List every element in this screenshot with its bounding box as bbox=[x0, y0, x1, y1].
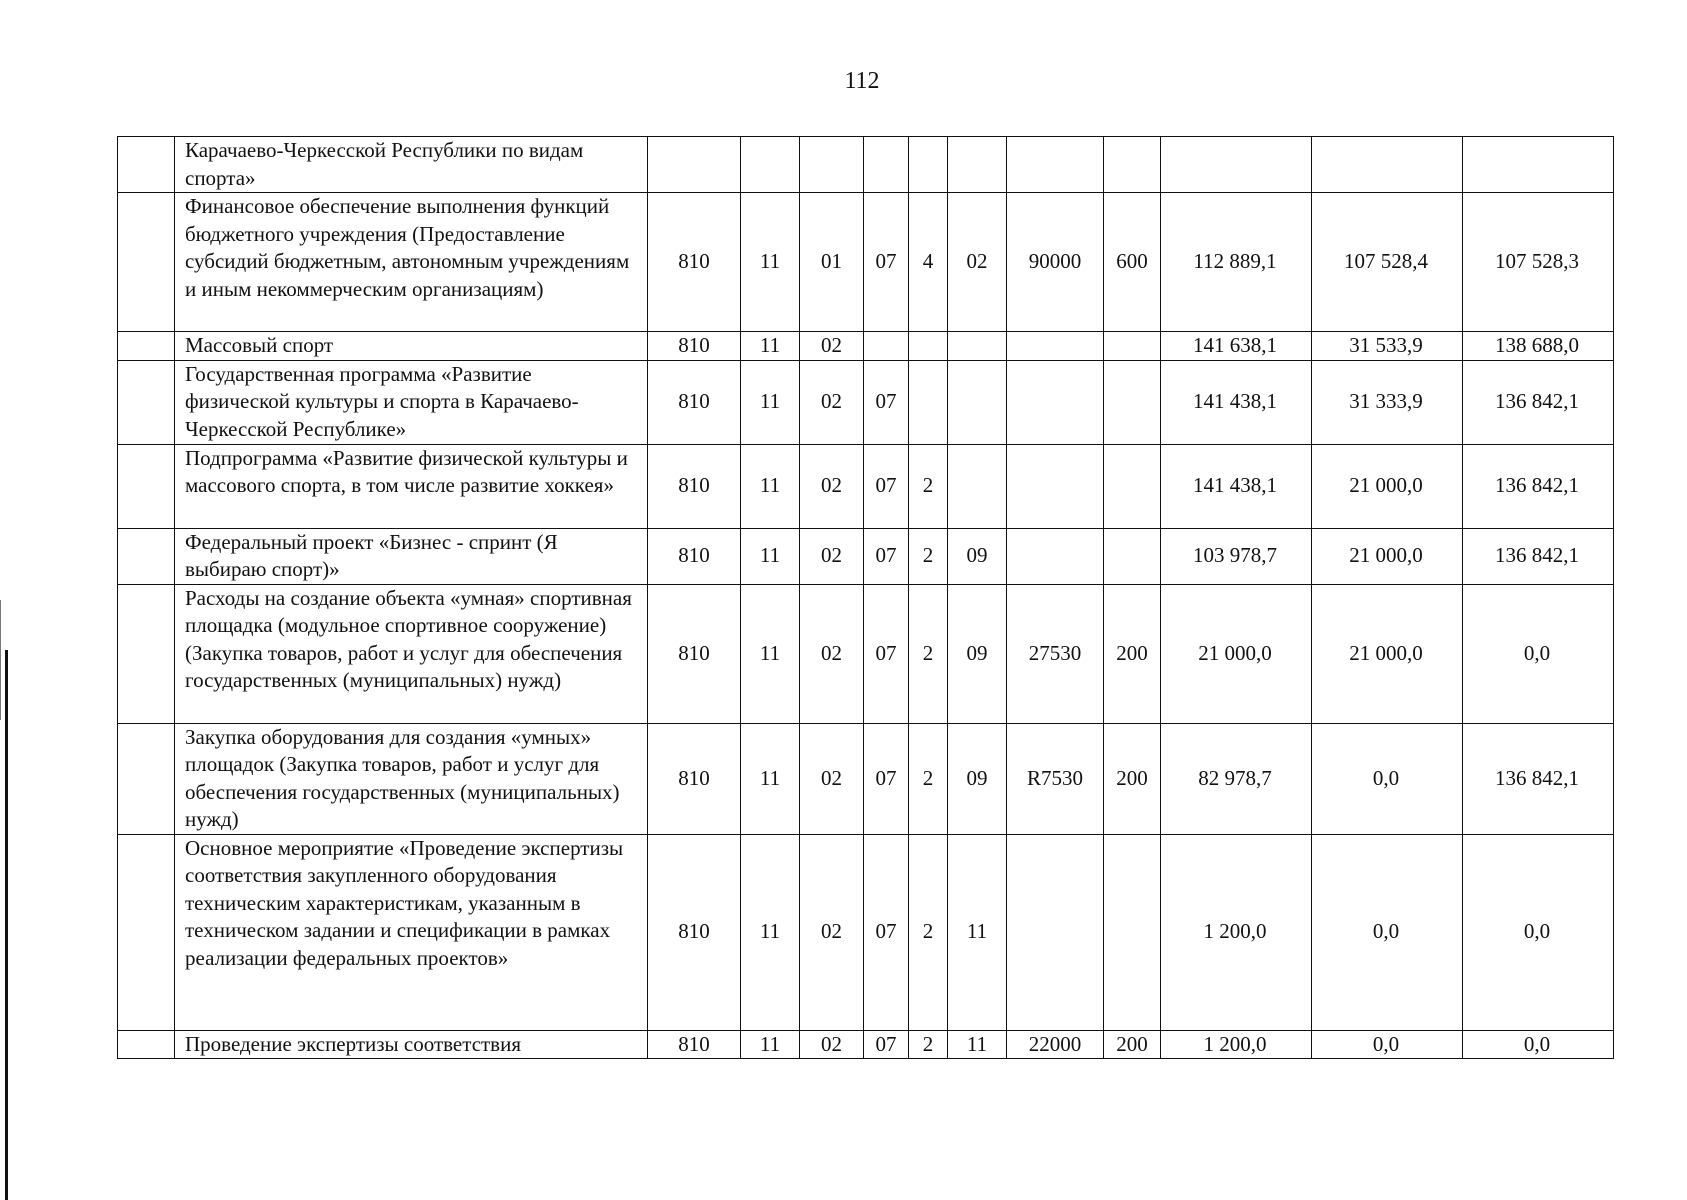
target-program-cell: 07 bbox=[864, 193, 909, 332]
row-index-cell bbox=[118, 360, 175, 444]
sum-year1-cell: 141 438,1 bbox=[1161, 360, 1312, 444]
sum-year3-cell: 136 842,1 bbox=[1463, 528, 1614, 584]
podrazdel-cell: 02 bbox=[800, 723, 864, 834]
razdel-cell: 11 bbox=[741, 193, 800, 332]
target-subprogram-cell bbox=[909, 332, 948, 361]
table-row bbox=[118, 834, 1614, 1030]
expense-type-cell bbox=[1104, 444, 1161, 528]
target-subprogram-cell: 2 bbox=[909, 723, 948, 834]
sum-year1-cell: 103 978,7 bbox=[1161, 528, 1312, 584]
sum-year2-cell: 21 000,0 bbox=[1312, 584, 1463, 723]
ved-cell: 810 bbox=[648, 723, 741, 834]
table-row bbox=[118, 528, 1614, 584]
target-program-cell: 07 bbox=[864, 723, 909, 834]
sum-year2-cell: 0,0 bbox=[1312, 834, 1463, 1030]
target-subprogram-cell: 2 bbox=[909, 834, 948, 1030]
row-index-cell bbox=[118, 834, 175, 1030]
sum-year2-cell: 0,0 bbox=[1312, 1030, 1463, 1059]
target-subprogram-cell bbox=[909, 137, 948, 193]
row-index-cell bbox=[118, 584, 175, 723]
page-number: 112 bbox=[844, 68, 880, 94]
ved-cell: 810 bbox=[648, 528, 741, 584]
target-program-cell: 07 bbox=[864, 1030, 909, 1059]
target-subprogram-cell: 2 bbox=[909, 584, 948, 723]
sum-year2-cell: 31 333,9 bbox=[1312, 360, 1463, 444]
podrazdel-cell: 02 bbox=[800, 332, 864, 361]
row-name-cell: Закупка оборудования для создания «умных» площадок (Закупка товаров, работ и услуг для обеспечения государственных (муниципальных) нужд) bbox=[175, 723, 648, 834]
target-program-cell bbox=[864, 332, 909, 361]
row-name-cell: Подпрограмма «Развитие физической культуры и массового спорта, в том числе развитие хоккея» bbox=[175, 444, 648, 528]
podrazdel-cell: 01 bbox=[800, 193, 864, 332]
podrazdel-cell: 02 bbox=[800, 584, 864, 723]
target-event-cell: 02 bbox=[948, 193, 1007, 332]
row-name-cell: Основное мероприятие «Проведение экспертизы соответствия закупленного оборудования техническим характеристикам, указанным в техническом задании и спецификации в рамках реализации федеральных проектов» bbox=[175, 834, 648, 1030]
row-index-cell bbox=[118, 528, 175, 584]
target-event-cell: 11 bbox=[948, 834, 1007, 1030]
ved-cell: 810 bbox=[648, 834, 741, 1030]
target-program-cell: 07 bbox=[864, 528, 909, 584]
sum-year1-cell: 141 638,1 bbox=[1161, 332, 1312, 361]
table-row bbox=[118, 1030, 1614, 1059]
expense-type-cell bbox=[1104, 137, 1161, 193]
ved-cell bbox=[648, 137, 741, 193]
ved-cell: 810 bbox=[648, 332, 741, 361]
sum-year1-cell: 112 889,1 bbox=[1161, 193, 1312, 332]
row-index-cell bbox=[118, 723, 175, 834]
razdel-cell: 11 bbox=[741, 360, 800, 444]
expense-type-cell: 600 bbox=[1104, 193, 1161, 332]
sum-year3-cell: 0,0 bbox=[1463, 584, 1614, 723]
target-direction-cell bbox=[1007, 834, 1104, 1030]
target-subprogram-cell: 2 bbox=[909, 528, 948, 584]
sum-year1-cell: 21 000,0 bbox=[1161, 584, 1312, 723]
ved-cell: 810 bbox=[648, 444, 741, 528]
table-row bbox=[118, 332, 1614, 361]
sum-year3-cell: 136 842,1 bbox=[1463, 723, 1614, 834]
target-direction-cell: 27530 bbox=[1007, 584, 1104, 723]
target-subprogram-cell: 4 bbox=[909, 193, 948, 332]
podrazdel-cell: 02 bbox=[800, 444, 864, 528]
expense-type-cell bbox=[1104, 834, 1161, 1030]
target-event-cell: 09 bbox=[948, 528, 1007, 584]
expense-type-cell: 200 bbox=[1104, 723, 1161, 834]
row-name-cell: Федеральный проект «Бизнес - спринт (Я выбираю спорт)» bbox=[175, 528, 648, 584]
table-row bbox=[118, 723, 1614, 834]
sum-year3-cell: 136 842,1 bbox=[1463, 360, 1614, 444]
expense-type-cell bbox=[1104, 332, 1161, 361]
row-name-cell: Проведение экспертизы соответствия bbox=[175, 1030, 648, 1059]
sum-year3-cell: 136 842,1 bbox=[1463, 444, 1614, 528]
sum-year2-cell: 21 000,0 bbox=[1312, 444, 1463, 528]
target-event-cell bbox=[948, 444, 1007, 528]
podrazdel-cell: 02 bbox=[800, 360, 864, 444]
target-event-cell: 09 bbox=[948, 723, 1007, 834]
target-program-cell bbox=[864, 137, 909, 193]
target-program-cell: 07 bbox=[864, 834, 909, 1030]
target-direction-cell bbox=[1007, 332, 1104, 361]
sum-year2-cell: 0,0 bbox=[1312, 723, 1463, 834]
razdel-cell bbox=[741, 137, 800, 193]
row-name-cell: Массовый спорт bbox=[175, 332, 648, 361]
razdel-cell: 11 bbox=[741, 528, 800, 584]
ved-cell: 810 bbox=[648, 360, 741, 444]
sum-year3-cell: 138 688,0 bbox=[1463, 332, 1614, 361]
ved-cell: 810 bbox=[648, 193, 741, 332]
sum-year1-cell: 1 200,0 bbox=[1161, 1030, 1312, 1059]
row-index-cell bbox=[118, 1030, 175, 1059]
sum-year2-cell: 21 000,0 bbox=[1312, 528, 1463, 584]
sum-year2-cell: 31 533,9 bbox=[1312, 332, 1463, 361]
sum-year1-cell: 82 978,7 bbox=[1161, 723, 1312, 834]
expense-type-cell bbox=[1104, 360, 1161, 444]
expense-type-cell: 200 bbox=[1104, 1030, 1161, 1059]
sum-year3-cell: 107 528,3 bbox=[1463, 193, 1614, 332]
razdel-cell: 11 bbox=[741, 584, 800, 723]
row-name-cell: Государственная программа «Развитие физической культуры и спорта в Карачаево-Черкесской Республике» bbox=[175, 360, 648, 444]
expense-type-cell bbox=[1104, 528, 1161, 584]
razdel-cell: 11 bbox=[741, 834, 800, 1030]
target-event-cell bbox=[948, 137, 1007, 193]
target-direction-cell: 90000 bbox=[1007, 193, 1104, 332]
ved-cell: 810 bbox=[648, 1030, 741, 1059]
table-row bbox=[118, 584, 1614, 723]
podrazdel-cell: 02 bbox=[800, 1030, 864, 1059]
sum-year3-cell bbox=[1463, 137, 1614, 193]
podrazdel-cell bbox=[800, 137, 864, 193]
table-row bbox=[118, 360, 1614, 444]
target-subprogram-cell: 2 bbox=[909, 1030, 948, 1059]
target-direction-cell bbox=[1007, 444, 1104, 528]
budget-table bbox=[117, 136, 1614, 1059]
expense-type-cell: 200 bbox=[1104, 584, 1161, 723]
sum-year2-cell: 107 528,4 bbox=[1312, 193, 1463, 332]
target-direction-cell bbox=[1007, 528, 1104, 584]
razdel-cell: 11 bbox=[741, 1030, 800, 1059]
scan-edge-thin-line bbox=[0, 600, 1, 720]
sum-year3-cell: 0,0 bbox=[1463, 1030, 1614, 1059]
target-program-cell: 07 bbox=[864, 584, 909, 723]
ved-cell: 810 bbox=[648, 584, 741, 723]
razdel-cell: 11 bbox=[741, 444, 800, 528]
sum-year1-cell: 1 200,0 bbox=[1161, 834, 1312, 1030]
target-direction-cell bbox=[1007, 137, 1104, 193]
table-row bbox=[118, 137, 1614, 193]
target-subprogram-cell: 2 bbox=[909, 444, 948, 528]
sum-year2-cell bbox=[1312, 137, 1463, 193]
target-event-cell: 11 bbox=[948, 1030, 1007, 1059]
podrazdel-cell: 02 bbox=[800, 834, 864, 1030]
scan-edge-line bbox=[5, 650, 8, 1200]
sum-year1-cell bbox=[1161, 137, 1312, 193]
target-direction-cell: R7530 bbox=[1007, 723, 1104, 834]
target-event-cell bbox=[948, 360, 1007, 444]
target-subprogram-cell bbox=[909, 360, 948, 444]
row-index-cell bbox=[118, 137, 175, 193]
target-program-cell: 07 bbox=[864, 444, 909, 528]
razdel-cell: 11 bbox=[741, 723, 800, 834]
target-event-cell bbox=[948, 332, 1007, 361]
sum-year1-cell: 141 438,1 bbox=[1161, 444, 1312, 528]
target-event-cell: 09 bbox=[948, 584, 1007, 723]
razdel-cell: 11 bbox=[741, 332, 800, 361]
target-direction-cell: 22000 bbox=[1007, 1030, 1104, 1059]
row-name-cell: Финансовое обеспечение выполнения функций бюджетного учреждения (Предоставление субсидий бюджетным, автономным учреждениям и иным некоммерческим организациям) bbox=[175, 193, 648, 332]
podrazdel-cell: 02 bbox=[800, 528, 864, 584]
target-direction-cell bbox=[1007, 360, 1104, 444]
target-program-cell: 07 bbox=[864, 360, 909, 444]
row-index-cell bbox=[118, 193, 175, 332]
row-name-cell: Карачаево-Черкесской Республики по видам спорта» bbox=[175, 137, 648, 193]
row-name-cell: Расходы на создание объекта «умная» спортивная площадка (модульное спортивное сооружение) (Закупка товаров, работ и услуг для обеспечения государственных (муниципальных) нужд) bbox=[175, 584, 648, 723]
row-index-cell bbox=[118, 444, 175, 528]
table-row bbox=[118, 444, 1614, 528]
table-row bbox=[118, 193, 1614, 332]
sum-year3-cell: 0,0 bbox=[1463, 834, 1614, 1030]
row-index-cell bbox=[118, 332, 175, 361]
